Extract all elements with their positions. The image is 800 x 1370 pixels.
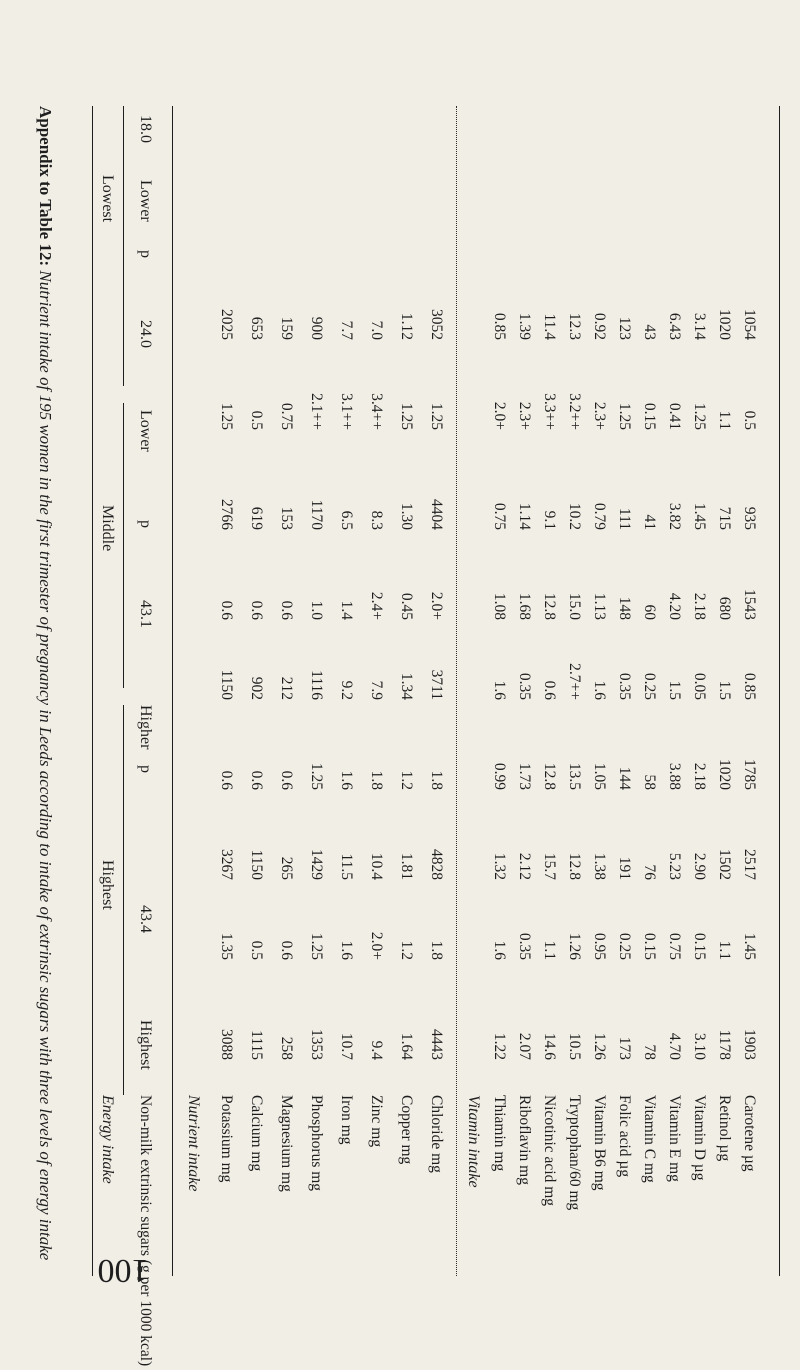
table-cell: 1178 [716, 1029, 733, 1060]
table-cell: 900 [308, 316, 325, 340]
table-cell: 2025 [218, 309, 235, 340]
row-label: Vitamin B6 mg [591, 1095, 608, 1191]
table-cell: 0.6 [248, 770, 265, 790]
table-cell: 0.35 [616, 672, 633, 700]
table-cell: 1.32 [491, 852, 508, 880]
table-cell: 3.2++ [566, 393, 583, 430]
table-cell: 2.18 [691, 762, 708, 790]
table-cell: 4.70 [666, 1032, 683, 1060]
table-cell: 1.30 [398, 502, 415, 530]
table-cell: 12.3 [566, 312, 583, 340]
table-cell: 1.25 [428, 402, 445, 430]
table-cell: 1.2 [398, 940, 415, 960]
row-label: Zinc mg [368, 1095, 385, 1148]
energy-subgroup-1-value: 43.4 [137, 905, 154, 933]
table-cell: 11.5 [338, 853, 355, 880]
table-cell: 6.43 [666, 312, 683, 340]
table-cell: 5.23 [666, 852, 683, 880]
row-label: Iron mg [338, 1095, 355, 1145]
row-label: Copper mg [398, 1095, 415, 1165]
sugars-row-header: Non-milk extrinsic sugars (g per 1000 kcal) [137, 1095, 154, 1367]
table-cell: 0.15 [641, 932, 658, 960]
table-cell: 1115 [248, 1030, 265, 1060]
column-group-lowest: Lowest [99, 175, 116, 223]
energy-subgroup-3-p: p [137, 250, 154, 258]
table-cell: 1150 [248, 849, 265, 880]
table-cell: 3088 [218, 1029, 235, 1060]
page-number: 100 [97, 1252, 149, 1289]
table-cell: 3052 [428, 309, 445, 340]
table-cell: 1.05 [591, 762, 608, 790]
energy-subgroup-4-value: 18.0 [137, 115, 154, 143]
table-cell: 0.6 [278, 770, 295, 790]
row-label: Potassium mg [218, 1095, 235, 1183]
table-cell: 2.0+ [491, 401, 508, 430]
table-cell: 1.12 [398, 312, 415, 340]
table-cell: 41 [641, 514, 658, 530]
table-cell: 10.5 [566, 1032, 583, 1060]
table-cell: 1903 [741, 1029, 758, 1060]
table-cell: 76 [641, 864, 658, 880]
table-cell: 1.64 [398, 1032, 415, 1060]
table-cell: 153 [278, 506, 295, 530]
table-cell: 1.1 [716, 940, 733, 960]
row-label: Nicotinic acid mg [541, 1095, 558, 1207]
table-cell: 619 [248, 506, 265, 530]
table-cell: 0.5 [741, 410, 758, 430]
table-cell: 1.6 [491, 680, 508, 700]
table-cell: 9.1 [541, 510, 558, 530]
table-cell: 2.12 [516, 852, 533, 880]
table-cell: 58 [641, 774, 658, 790]
table-caption [35, 106, 55, 1260]
table-cell: 1.25 [616, 402, 633, 430]
row-label: Folic acid µg [616, 1095, 633, 1178]
energy-subgroup-1: Highest [137, 1020, 154, 1070]
table-cell: 1.2 [398, 770, 415, 790]
table-cell: 13.5 [566, 762, 583, 790]
table-cell: 12.8 [541, 762, 558, 790]
table-cell: 2.0+ [428, 591, 445, 620]
table-cell: 0.25 [616, 932, 633, 960]
table-cell: 3.1++ [338, 393, 355, 430]
table-cell: 0.99 [491, 762, 508, 790]
table-cell: 1.26 [591, 1032, 608, 1060]
row-label: Phosphorus mg [308, 1095, 325, 1192]
top-rule [92, 106, 93, 1276]
table-cell: 7.0 [368, 320, 385, 340]
energy-subgroup-1-p: p [137, 765, 154, 773]
table-cell: 1.4 [338, 600, 355, 620]
table-cell: 653 [248, 316, 265, 340]
energy-subgroup-2: Higher [137, 705, 154, 750]
table-cell: 1116 [308, 670, 325, 700]
table-cell: 3711 [428, 669, 445, 700]
column-group-highest: Highest [99, 860, 116, 910]
table-cell: 935 [741, 506, 758, 530]
table-cell: 1.8 [368, 770, 385, 790]
table-cell: 3.4++ [368, 393, 385, 430]
table-cell: 3.14 [691, 312, 708, 340]
energy-subgroup-2-value: 43.1 [137, 600, 154, 628]
row-label: Carotene µg [741, 1095, 758, 1172]
table-cell: 0.25 [641, 672, 658, 700]
row-label: Calcium mg [248, 1095, 265, 1172]
table-cell: 1.13 [591, 592, 608, 620]
table-cell: 1.8 [428, 940, 445, 960]
table-cell: 1.6 [491, 940, 508, 960]
table-cell: 6.5 [338, 510, 355, 530]
table-cell: 1785 [741, 759, 758, 790]
table-cell: 15.7 [541, 852, 558, 880]
table-cell: 1.73 [516, 762, 533, 790]
table-cell: 1.25 [691, 402, 708, 430]
table-cell: 1.6 [591, 680, 608, 700]
row-label: Riboflavin mg [516, 1095, 533, 1185]
table-cell: 0.41 [666, 402, 683, 430]
table-cell: 0.5 [248, 940, 265, 960]
table-cell: 1429 [308, 849, 325, 880]
table-cell: 1.25 [308, 932, 325, 960]
table-cell: 0.6 [218, 770, 235, 790]
table-cell: 1.25 [308, 762, 325, 790]
group-rule-lowest [123, 106, 124, 386]
table-cell: 2517 [741, 849, 758, 880]
table-cell: 0.85 [491, 312, 508, 340]
table-cell: 2.18 [691, 592, 708, 620]
column-group-middle: Middle [99, 505, 116, 552]
table-cell: 123 [616, 316, 633, 340]
table-cell: 1.6 [338, 770, 355, 790]
group-rule-highest [123, 705, 124, 1095]
nutrient-section-label: Nutrient intake [185, 1095, 202, 1192]
table-cell: 0.75 [278, 402, 295, 430]
table-cell: 78 [641, 1044, 658, 1060]
row-label: Magnesium mg [278, 1095, 295, 1192]
table-cell: 3.10 [691, 1032, 708, 1060]
table-cell: 1.25 [398, 402, 415, 430]
table-cell: 0.92 [591, 312, 608, 340]
table-cell: 1.45 [691, 502, 708, 530]
table-cell: 1.35 [218, 932, 235, 960]
table-cell: 265 [278, 856, 295, 880]
table-cell: 8.3 [368, 510, 385, 530]
section-divider [456, 106, 457, 1276]
table-cell: 60 [641, 604, 658, 620]
table-cell: 0.75 [491, 502, 508, 530]
table-cell: 148 [616, 596, 633, 620]
row-label: Vitamin C mg [641, 1095, 658, 1183]
table-cell: 9.4 [368, 1040, 385, 1060]
table-cell: 1.22 [491, 1032, 508, 1060]
table-cell: 0.5 [248, 410, 265, 430]
table-cell: 0.35 [516, 672, 533, 700]
table-cell: 9.2 [338, 680, 355, 700]
table-cell: 1.1 [541, 940, 558, 960]
row-label: Vitamin E mg [666, 1095, 683, 1182]
table-cell: 1.45 [741, 932, 758, 960]
table-cell: 2.0+ [368, 931, 385, 960]
table-cell: 159 [278, 316, 295, 340]
table-cell: 2766 [218, 499, 235, 530]
table-cell: 1353 [308, 1029, 325, 1060]
table-cell: 2.07 [516, 1032, 533, 1060]
table-cell: 1.14 [516, 502, 533, 530]
table-cell: 258 [278, 1036, 295, 1060]
table-cell: 0.95 [591, 932, 608, 960]
table-cell: 1.38 [591, 852, 608, 880]
table-cell: 2.4+ [368, 591, 385, 620]
table-cell: 2.90 [691, 852, 708, 880]
table-cell: 0.35 [516, 932, 533, 960]
table-cell: 1.5 [666, 680, 683, 700]
table-cell: 2.3+ [516, 401, 533, 430]
table-cell: 3.88 [666, 762, 683, 790]
table-cell: 12.8 [566, 852, 583, 880]
energy-section-label: Energy intake [99, 1095, 116, 1184]
table-cell: 1020 [716, 759, 733, 790]
table-cell: 2.3+ [591, 401, 608, 430]
table-cell: 7.9 [368, 680, 385, 700]
table-cell: 1543 [741, 589, 758, 620]
bottom-rule [779, 106, 780, 1276]
row-label: Chloride mg [428, 1095, 445, 1173]
table-cell: 1.39 [516, 312, 533, 340]
table-cell: 173 [616, 1036, 633, 1060]
table-cell: 15.0 [566, 592, 583, 620]
table-cell: 212 [278, 676, 295, 700]
table-cell: 1.34 [398, 672, 415, 700]
table-cell: 0.85 [741, 672, 758, 700]
table-cell: 43 [641, 324, 658, 340]
table-cell: 4443 [428, 1029, 445, 1060]
table-cell: 1.0 [308, 600, 325, 620]
energy-subgroup-3-value: 24.0 [137, 320, 154, 348]
table-cell: 0.6 [541, 680, 558, 700]
vitamin-section-label: Vitamin intake [465, 1095, 482, 1188]
header-rule [172, 106, 173, 1276]
table-cell: 0.15 [641, 402, 658, 430]
table-cell: 191 [616, 856, 633, 880]
table-cell: 0.45 [398, 592, 415, 620]
table-cell: 10.4 [368, 852, 385, 880]
table-cell: 12.8 [541, 592, 558, 620]
table-cell: 1.26 [566, 932, 583, 960]
table-cell: 1502 [716, 849, 733, 880]
table-cell: 11.4 [541, 313, 558, 340]
table-cell: 2.1++ [308, 393, 325, 430]
row-label: Tryptophan/60 mg [566, 1095, 583, 1211]
table-cell: 4828 [428, 849, 445, 880]
table-cell: 2.7++ [566, 663, 583, 700]
table-cell: 1.68 [516, 592, 533, 620]
table-cell: 144 [616, 766, 633, 790]
table-cell: 3.82 [666, 502, 683, 530]
table-cell: 1054 [741, 309, 758, 340]
table-cell: 111 [616, 507, 633, 530]
table-cell: 0.6 [278, 600, 295, 620]
table-cell: 0.75 [666, 932, 683, 960]
table-caption-label: Appendix to Table 12: [36, 106, 55, 267]
table-cell: 1.25 [218, 402, 235, 430]
energy-subgroup-2-p: p [137, 520, 154, 528]
table-cell: 1.08 [491, 592, 508, 620]
row-label: Thiamin mg [491, 1095, 508, 1172]
table-cell: 4404 [428, 499, 445, 530]
table-cell: 1.6 [338, 940, 355, 960]
table-cell: 0.79 [591, 502, 608, 530]
table-cell: 1.5 [716, 680, 733, 700]
table-cell: 3.3++ [541, 393, 558, 430]
table-cell: 715 [716, 506, 733, 530]
table-cell: 0.6 [248, 600, 265, 620]
table-cell: 0.15 [691, 932, 708, 960]
table-cell: 3267 [218, 849, 235, 880]
table-cell: 1.1 [716, 410, 733, 430]
table-cell: 1.8 [428, 770, 445, 790]
row-label: Vitamin D µg [691, 1095, 708, 1181]
table-cell: 0.6 [218, 600, 235, 620]
table-cell: 10.7 [338, 1032, 355, 1060]
table-cell: 902 [248, 676, 265, 700]
table-cell: 680 [716, 596, 733, 620]
table-cell: 1170 [308, 499, 325, 530]
row-label: Retinol µg [716, 1095, 733, 1162]
table-cell: 14.6 [541, 1032, 558, 1060]
energy-subgroup-3: Lower [137, 410, 154, 452]
group-rule-middle [123, 403, 124, 688]
table-cell: 0.6 [278, 940, 295, 960]
table-cell: 1150 [218, 669, 235, 700]
table-cell: 10.2 [566, 502, 583, 530]
table-cell: 4.20 [666, 592, 683, 620]
table-cell: 7.7 [338, 320, 355, 340]
energy-subgroup-4: Lower [137, 180, 154, 222]
table-cell: 1020 [716, 309, 733, 340]
table-cell: 0.05 [691, 672, 708, 700]
table-cell: 1.81 [398, 852, 415, 880]
table-caption-text: Nutrient intake of 195 women in the first trimester of pregnancy in Leeds according to intake of extrinsic sugars with three levels of energy intake [36, 266, 55, 1261]
